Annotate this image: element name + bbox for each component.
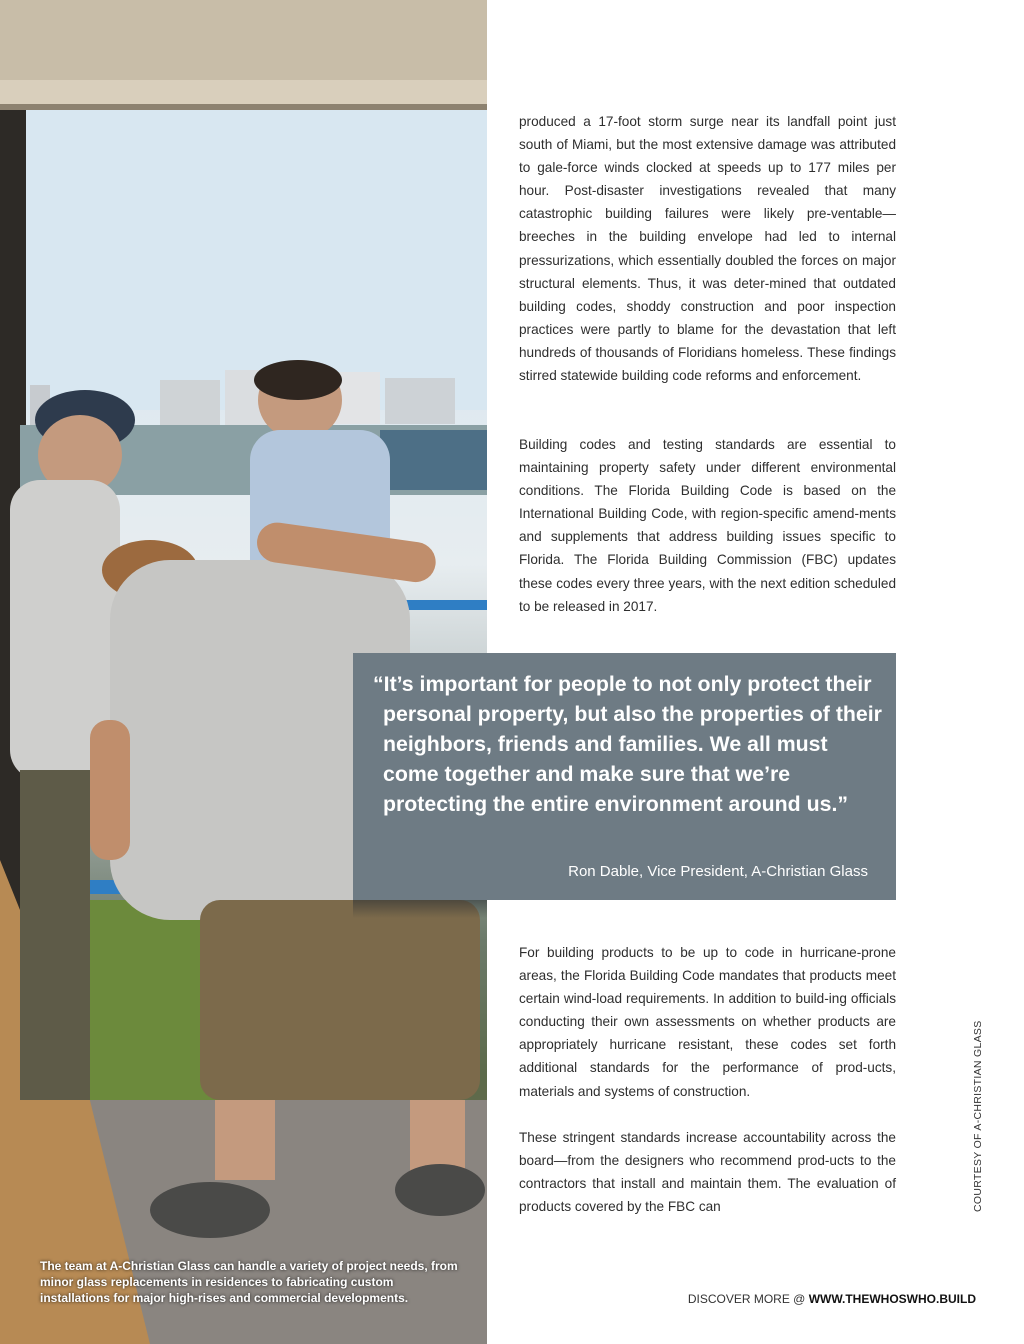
- article-paragraph-3: For building products to be up to code in hurricane-prone areas, the Florida Building Code mandates that products meet certain wind-load requirements. In addition to build-ing officials conducting their own assessments on whether products are appropriately hurricane resistant, these codes set forth additional standards for the performance of prod-ucts, materials and systems of construction.: [519, 945, 896, 1099]
- pull-quote-text: “It’s important for people to not only protect their personal property, but also the properties of their neighbors, friends and families. We all must come together and make sure that we’re protecting the entire environment around us.”: [373, 672, 882, 817]
- pull-quote-attribution: Ron Dable, Vice President, A-Christian Glass: [568, 863, 868, 880]
- article-paragraph-2: Building codes and testing standards are essential to maintaining property safety under different environmental conditions. The Florida Building Code is based on the International Building Code, with region-specific amend-ments and supplements that address building issues specific to Florida. The Florida Building Commission (FBC) updates these codes every three years, with the next edition scheduled to be released in 2017.: [519, 437, 896, 614]
- footer-url-link[interactable]: WWW.THEWHOSWHO.BUILD: [808, 1292, 976, 1306]
- article-paragraph-4: These stringent standards increase accountability across the board—from the designers who recommend prod-ucts to the contractors that install and maintain them. The evaluation of products covered by the FBC can: [519, 1130, 896, 1215]
- pull-quote: [353, 653, 896, 900]
- pull-quote-shadow: [353, 900, 487, 918]
- article-paragraph-1: produced a 17-foot storm surge near its landfall point just south of Miami, but the most extensive damage was attributed to gale-force winds clocked at speeds up to 177 miles per hour. Post-disaster investigations revealed that many catastrophic building failures were likely pre-ventable—breeches in the building envelope had led to internal pressurizations, which essentially doubled the forces on major structural elements. Thus, it was deter-mined that outdated building codes, shoddy construction and poor inspection practices were partly to blame for the devastation that left hundreds of thousands of Floridians homeless. These findings stirred statewide building code reforms and enforcement.: [519, 114, 896, 384]
- footer: [688, 1292, 976, 1306]
- photo-caption: The team at A-Christian Glass can handle a variety of project needs, from minor glass replacements in residences to fabricating custom installations for major high-rises and commercial developments.: [40, 1259, 458, 1305]
- photo-credit: COURTESY OF A-CHRISTIAN GLASS: [972, 1020, 984, 1212]
- footer-prefix: DISCOVER MORE @: [687, 1292, 806, 1306]
